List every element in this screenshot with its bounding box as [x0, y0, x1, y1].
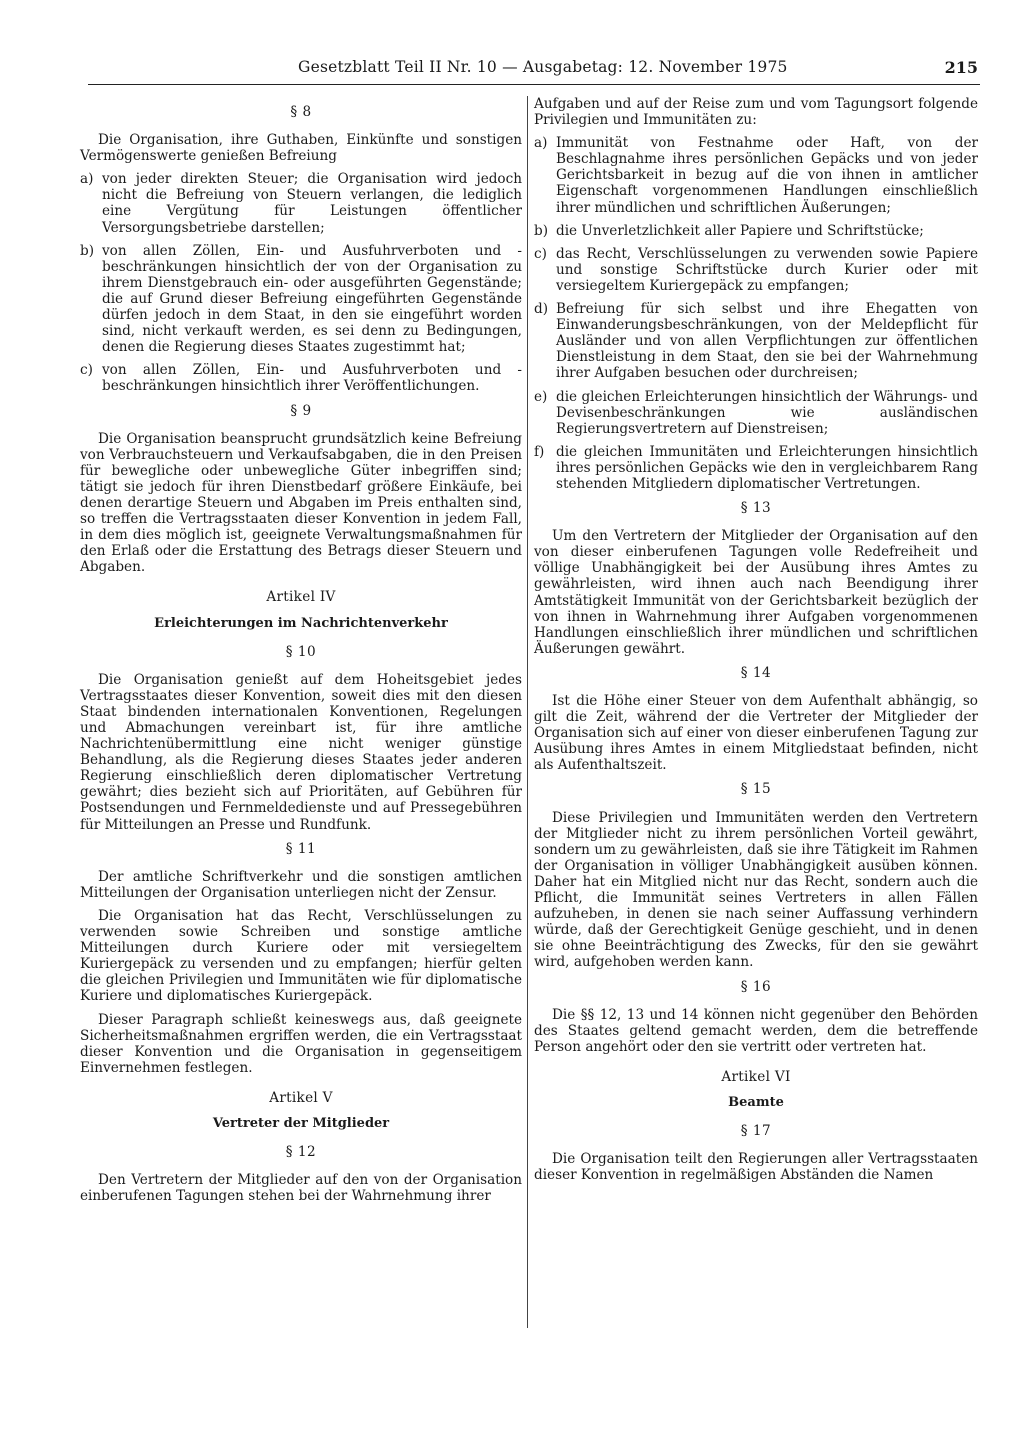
list-item [534, 389, 978, 437]
section-heading-11: § 11 [285, 840, 317, 857]
list-item-label: c) [80, 362, 93, 379]
column-divider [527, 96, 528, 1328]
list-item-label: c) [534, 245, 547, 262]
article-heading-5: Artikel V [269, 1089, 333, 1106]
article-title-4: Erleichterungen im Nachrichtenverkehr [154, 615, 448, 631]
section-heading-17: § 17 [740, 1123, 772, 1140]
list-item [534, 301, 978, 381]
list-item-label: f) [534, 443, 545, 460]
section-heading-14: § 14 [740, 664, 772, 681]
list-item-text: Immunität von Festnahme oder Haft, von der Beschlagnahme ihres persönlichen Gepäcks und von jeder Gerichtsbarkeit in bezug auf die von ihnen in amtlicher Eigenschaft vorgenommenen Handlungen einschließlich ihrer mündlichen und schriftlichen Äußerungen; [556, 135, 978, 216]
list-item-label: a) [534, 135, 548, 152]
list-item [534, 246, 978, 294]
section-11-paragraph-3: Dieser Paragraph schließt keineswegs aus, daß geeignete Sicherheitsmaßnahmen ergriffen werden, die ein Vertragsstaat dieser Konvention und die Organisation in gegenseitigem Einvernehmen festlegen. [80, 1011, 522, 1076]
list-item [80, 243, 522, 356]
section-14-text: Ist die Höhe einer Steuer von dem Aufenthalt abhängig, so gilt die Zeit, während der die Vertreter der Mitglieder der Organisation sich auf einer von dieser einberufenen Tagung zur Ausübung ihres Amtes in einem Mitgliedstaat befinden, nicht als Aufenthaltszeit. [534, 693, 978, 774]
section-heading-13: § 13 [740, 500, 772, 517]
list-item-text: die Unverletzlichkeit aller Papiere und Schriftstücke; [556, 222, 924, 239]
list-item-label: b) [80, 242, 95, 259]
article-heading-6: Artikel VI [721, 1068, 791, 1085]
list-item-text: das Recht, Verschlüsselungen zu verwenden sowie Papiere und sonstige Schriftstücke durch Kurier oder mit versiegeltem Kuriergepäck zu empfangen; [556, 245, 978, 294]
section-heading-10: § 10 [285, 643, 317, 660]
page-header [88, 54, 980, 85]
list-item-text: von jeder direkten Steuer; die Organisation wird jedoch nicht die Befreiung von Steuern verlangen, die lediglich eine Vergütung für Leistungen öffentlicher Versorgungsbetriebe darstellen; [102, 171, 522, 236]
section-heading-12: § 12 [285, 1144, 317, 1161]
section-11-paragraph-1: Der amtliche Schriftverkehr und die sonstigen amtlichen Mitteilungen der Organisation unterliegen nicht der Zensur. [80, 868, 522, 901]
section-10-text: Die Organisation genießt auf dem Hoheitsgebiet jedes Vertragsstaates dieser Konvention, soweit dies mit den diesen Staat bindenden internationalen Konventionen, Regelungen und Abmachungen vereinbart ist, für ihre amtliche Nachrichtenübermittlung eine nicht weniger günstige Behandlung, als die Regierung dieses Staates jeder anderen Regierung einschließlich deren diplomatischer Vertretung gewährt; dies bezieht sich auf Prioritäten, auf Gebühren für Postsendungen und Fernmeldedienste und auf Pressegebühren für Mitteilungen an Presse und Rundfunk. [80, 671, 522, 833]
left-column [80, 96, 522, 1211]
list-item-text: die gleichen Erleichterungen hinsichtlich der Währungs- und Devisenbeschränkungen wie ausländischen Regierungsvertretern auf Dienstreisen; [556, 388, 978, 437]
article-title-6: Beamte [728, 1094, 784, 1110]
section-12-text: Den Vertretern der Mitglieder auf den von der Organisation einberufenen Tagungen stehen bei der Wahrnehmung ihrer [80, 1172, 522, 1205]
section-12-continued: Aufgaben und auf der Reise zum und vom Tagungsort folgende Privilegien und Immunitäten zu: [534, 96, 978, 129]
section-11-paragraph-2: Die Organisation hat das Recht, Verschlüsselungen zu verwenden sowie Schreiben und sonstige amtliche Mitteilungen durch Kuriere oder mit versiegeltem Kuriergepäck zu versenden und zu empfangen; hierfür gelten die gleichen Privilegien und Immunitäten wie für diplomatische Kuriere und diplomatisches Kuriergepäck. [80, 907, 522, 1005]
section-heading-15: § 15 [740, 781, 772, 798]
section-17-text: Die Organisation teilt den Regierungen aller Vertragsstaaten dieser Konvention in regelmäßigen Abständen die Namen [534, 1151, 978, 1184]
section-15-text: Diese Privilegien und Immunitäten werden den Vertretern der Mitglieder nicht zu ihrem persönlichen Vorteil gewährt, sondern um zu gewährleisten, daß sie ihre Tätigkeit im Rahmen der Organisation in völliger Unabhängigkeit ausüben können. Daher hat ein Mitglied nicht nur das Recht, sondern auch die Pflicht, die Immunität seines Vertreters in allen Fällen aufzuheben, in denen sie nach seiner Auffassung verhindern würde, daß der Gerechtigkeit Genüge geschieht, und in denen sie ohne Beeinträchtigung des Zwecks, für den sie gewährt wird, aufgehoben werden kann. [534, 809, 978, 971]
section-16-text: Die §§ 12, 13 und 14 können nicht gegenüber den Behörden des Staates geltend gemacht werden, dem die betreffende Person angehört oder den sie vertritt oder vertreten hat. [534, 1006, 978, 1055]
right-column [534, 96, 978, 1190]
section-heading-9: § 9 [290, 402, 312, 419]
section-9-text: Die Organisation beansprucht grundsätzlich keine Befreiung von Verbrauchsteuern und Verkaufsabgaben, die in den Preisen für bewegliche oder unbewegliche Güter inbegriffen sind; tätigt sie jedoch für ihren Dienstbedarf größere Einkäufe, bei denen derartige Steuern und Abgaben im Preis enthalten sind, so treffen die Vertragsstaaten dieser Konvention in jedem Fall, in dem dies möglich ist, geeignete Verwaltungsmaßnahmen für den Erlaß oder die Erstattung des Betrags dieser Steuern und Abgaben. [80, 430, 522, 576]
list-item-label: b) [534, 222, 549, 239]
section-heading-8: § 8 [290, 104, 312, 120]
article-title-5: Vertreter der Mitglieder [212, 1115, 390, 1131]
list-item [534, 223, 978, 239]
list-item-label: e) [534, 388, 548, 405]
list-item-label: a) [80, 171, 94, 188]
list-item-label: d) [534, 301, 549, 318]
section-heading-16: § 16 [740, 978, 772, 995]
section-8-intro: Die Organisation, ihre Guthaben, Einkünfte und sonstigen Vermögenswerte genießen Befreiung [80, 132, 522, 165]
article-heading-4: Artikel IV [266, 589, 336, 606]
list-item [80, 171, 522, 235]
list-item [534, 135, 978, 215]
list-item-text: von allen Zöllen, Ein- und Ausfuhrverboten und -beschränkungen hinsichtlich der von der Organisation zu ihrem Dienstgebrauch ein- oder ausgeführten Gegenstände; die auf Grund dieser Befreiung eingeführten Gegenstände dürfen jedoch in dem Staat, in den sie eingeführt worden sind, nicht verkauft werden, es sei denn zu Bedingungen, denen die Regierung dieses Staates zugestimmt hat; [102, 242, 522, 356]
list-item [80, 362, 522, 394]
page-number: 215 [944, 58, 978, 77]
list-item-text: Befreiung für sich selbst und ihre Ehegatten von Einwanderungsbeschränkungen, von der Meldepflicht für Ausländer und von allen Verpflichtungen zur öffentlichen Dienstleistung in dem Staat, den sie bei der Wahrnehmung ihrer Aufgaben besuchen oder durchreisen; [556, 301, 978, 382]
header-title: Gesetzblatt Teil II Nr. 10 — Ausgabetag: 12. November 1975 [298, 58, 788, 76]
list-item [534, 444, 978, 492]
list-item-text: die gleichen Immunitäten und Erleichterungen hinsichtlich ihres persönlichen Gepäcks wie den in vergleichbarem Rang stehenden Mitgliedern diplomatischer Vertretungen. [556, 443, 978, 492]
section-13-text: Um den Vertretern der Mitglieder der Organisation auf den von dieser einberufenen Tagungen volle Redefreiheit und völlige Unabhängigkeit bei der Ausübung ihres Amtes zu gewährleisten, wird ihnen auch nach Beendigung ihrer Amtstätigkeit Immunität von der Gerichtsbarkeit bezüglich der von ihnen in Wahrnehmung ihrer Aufgaben vorgenommenen Handlungen einschließlich ihrer mündlichen und schriftlichen Äußerungen gewährt. [534, 528, 978, 657]
list-item-text: von allen Zöllen, Ein- und Ausfuhrverboten und -beschränkungen hinsichtlich ihrer Veröffentlichungen. [102, 362, 522, 395]
